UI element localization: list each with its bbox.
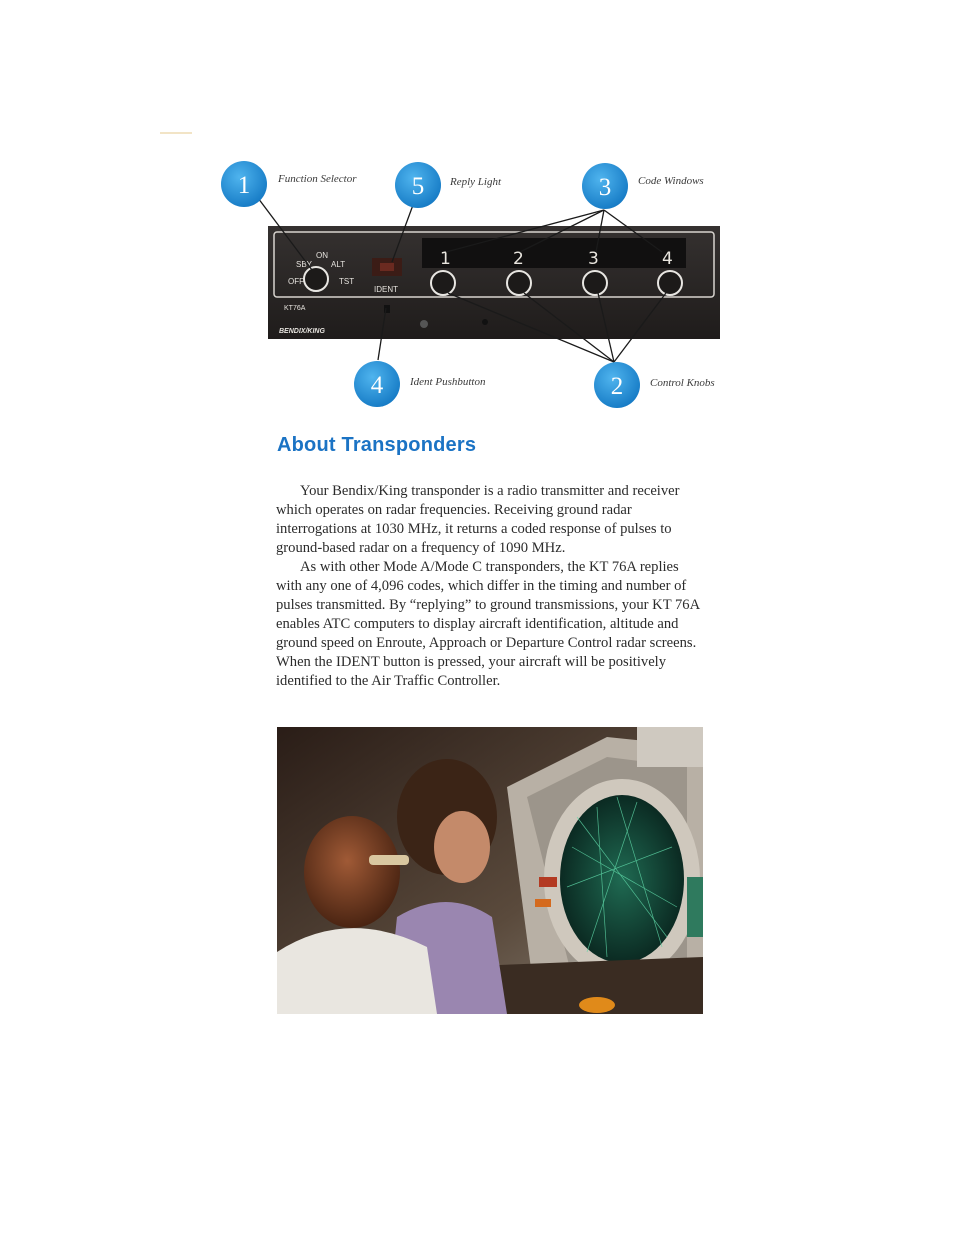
callout-3-label: Code Windows: [638, 175, 704, 187]
ident-label: IDENT: [374, 285, 398, 294]
function-selector-knob[interactable]: [304, 267, 328, 291]
model-label: KT76A: [284, 305, 306, 312]
transponder-panel: [268, 226, 720, 339]
control-knob[interactable]: [658, 271, 682, 295]
callout-4-label: Ident Pushbutton: [410, 376, 486, 388]
radar-scope: [560, 795, 684, 963]
selector-label-sby: SBY: [296, 260, 313, 269]
code-digit: 4: [662, 249, 673, 269]
callout-1-label: Function Selector: [278, 173, 357, 185]
paragraph: As with other Mode A/Mode C transponders, the KT 76A replies with any one of 4,096 codes, which differ in the timing and number of pulses transmitted. By “replying” to ground transmissions, your KT 76A enables ATC computers to display aircraft identification, altitude and ground speed on Enroute, Approach or Departure Control radar screens. When the IDENT button is pressed, your aircraft will be positively identified to the Air Traffic Controller.: [276, 559, 700, 689]
callout-5-number: 5: [411, 173, 425, 200]
callout-1-number: 1: [237, 172, 251, 199]
transponder-diagram: [0, 0, 954, 420]
callout-5-label: Reply Light: [450, 176, 502, 188]
code-digit: 3: [588, 249, 599, 269]
selector-label-tst: TST: [339, 277, 355, 286]
selector-label-on: ON: [316, 251, 328, 260]
callout-2-label: Control Knobs: [650, 377, 715, 389]
atc-controllers-photo: [277, 727, 703, 1014]
selector-label-alt: ALT: [331, 260, 346, 269]
control-knob[interactable]: [583, 271, 607, 295]
control-knob[interactable]: [507, 271, 531, 295]
code-digit: 1: [440, 249, 451, 269]
callout-3-number: 3: [598, 174, 612, 201]
atc-photo-illustration: [277, 727, 703, 1014]
paragraph: Your Bendix/King transponder is a radio transmitter and receiver which operates on radar frequencies. Receiving ground radar interrogations at 1030 MHz, it returns a coded response of pulses to ground-based radar on a frequency of 1090 MHz.: [276, 483, 680, 556]
body-text: [276, 482, 708, 691]
panel-screw: [420, 320, 428, 328]
selector-label-off: OFF: [288, 277, 304, 286]
brand-label: BENDIX/KING: [279, 328, 325, 335]
code-digit: 2: [513, 249, 524, 269]
transponder-diagram-svg: [0, 0, 954, 420]
callout-2-number: 2: [610, 373, 624, 400]
control-knob[interactable]: [431, 271, 455, 295]
callout-4-number: 4: [370, 372, 384, 399]
section-heading: About Transponders: [277, 434, 477, 456]
